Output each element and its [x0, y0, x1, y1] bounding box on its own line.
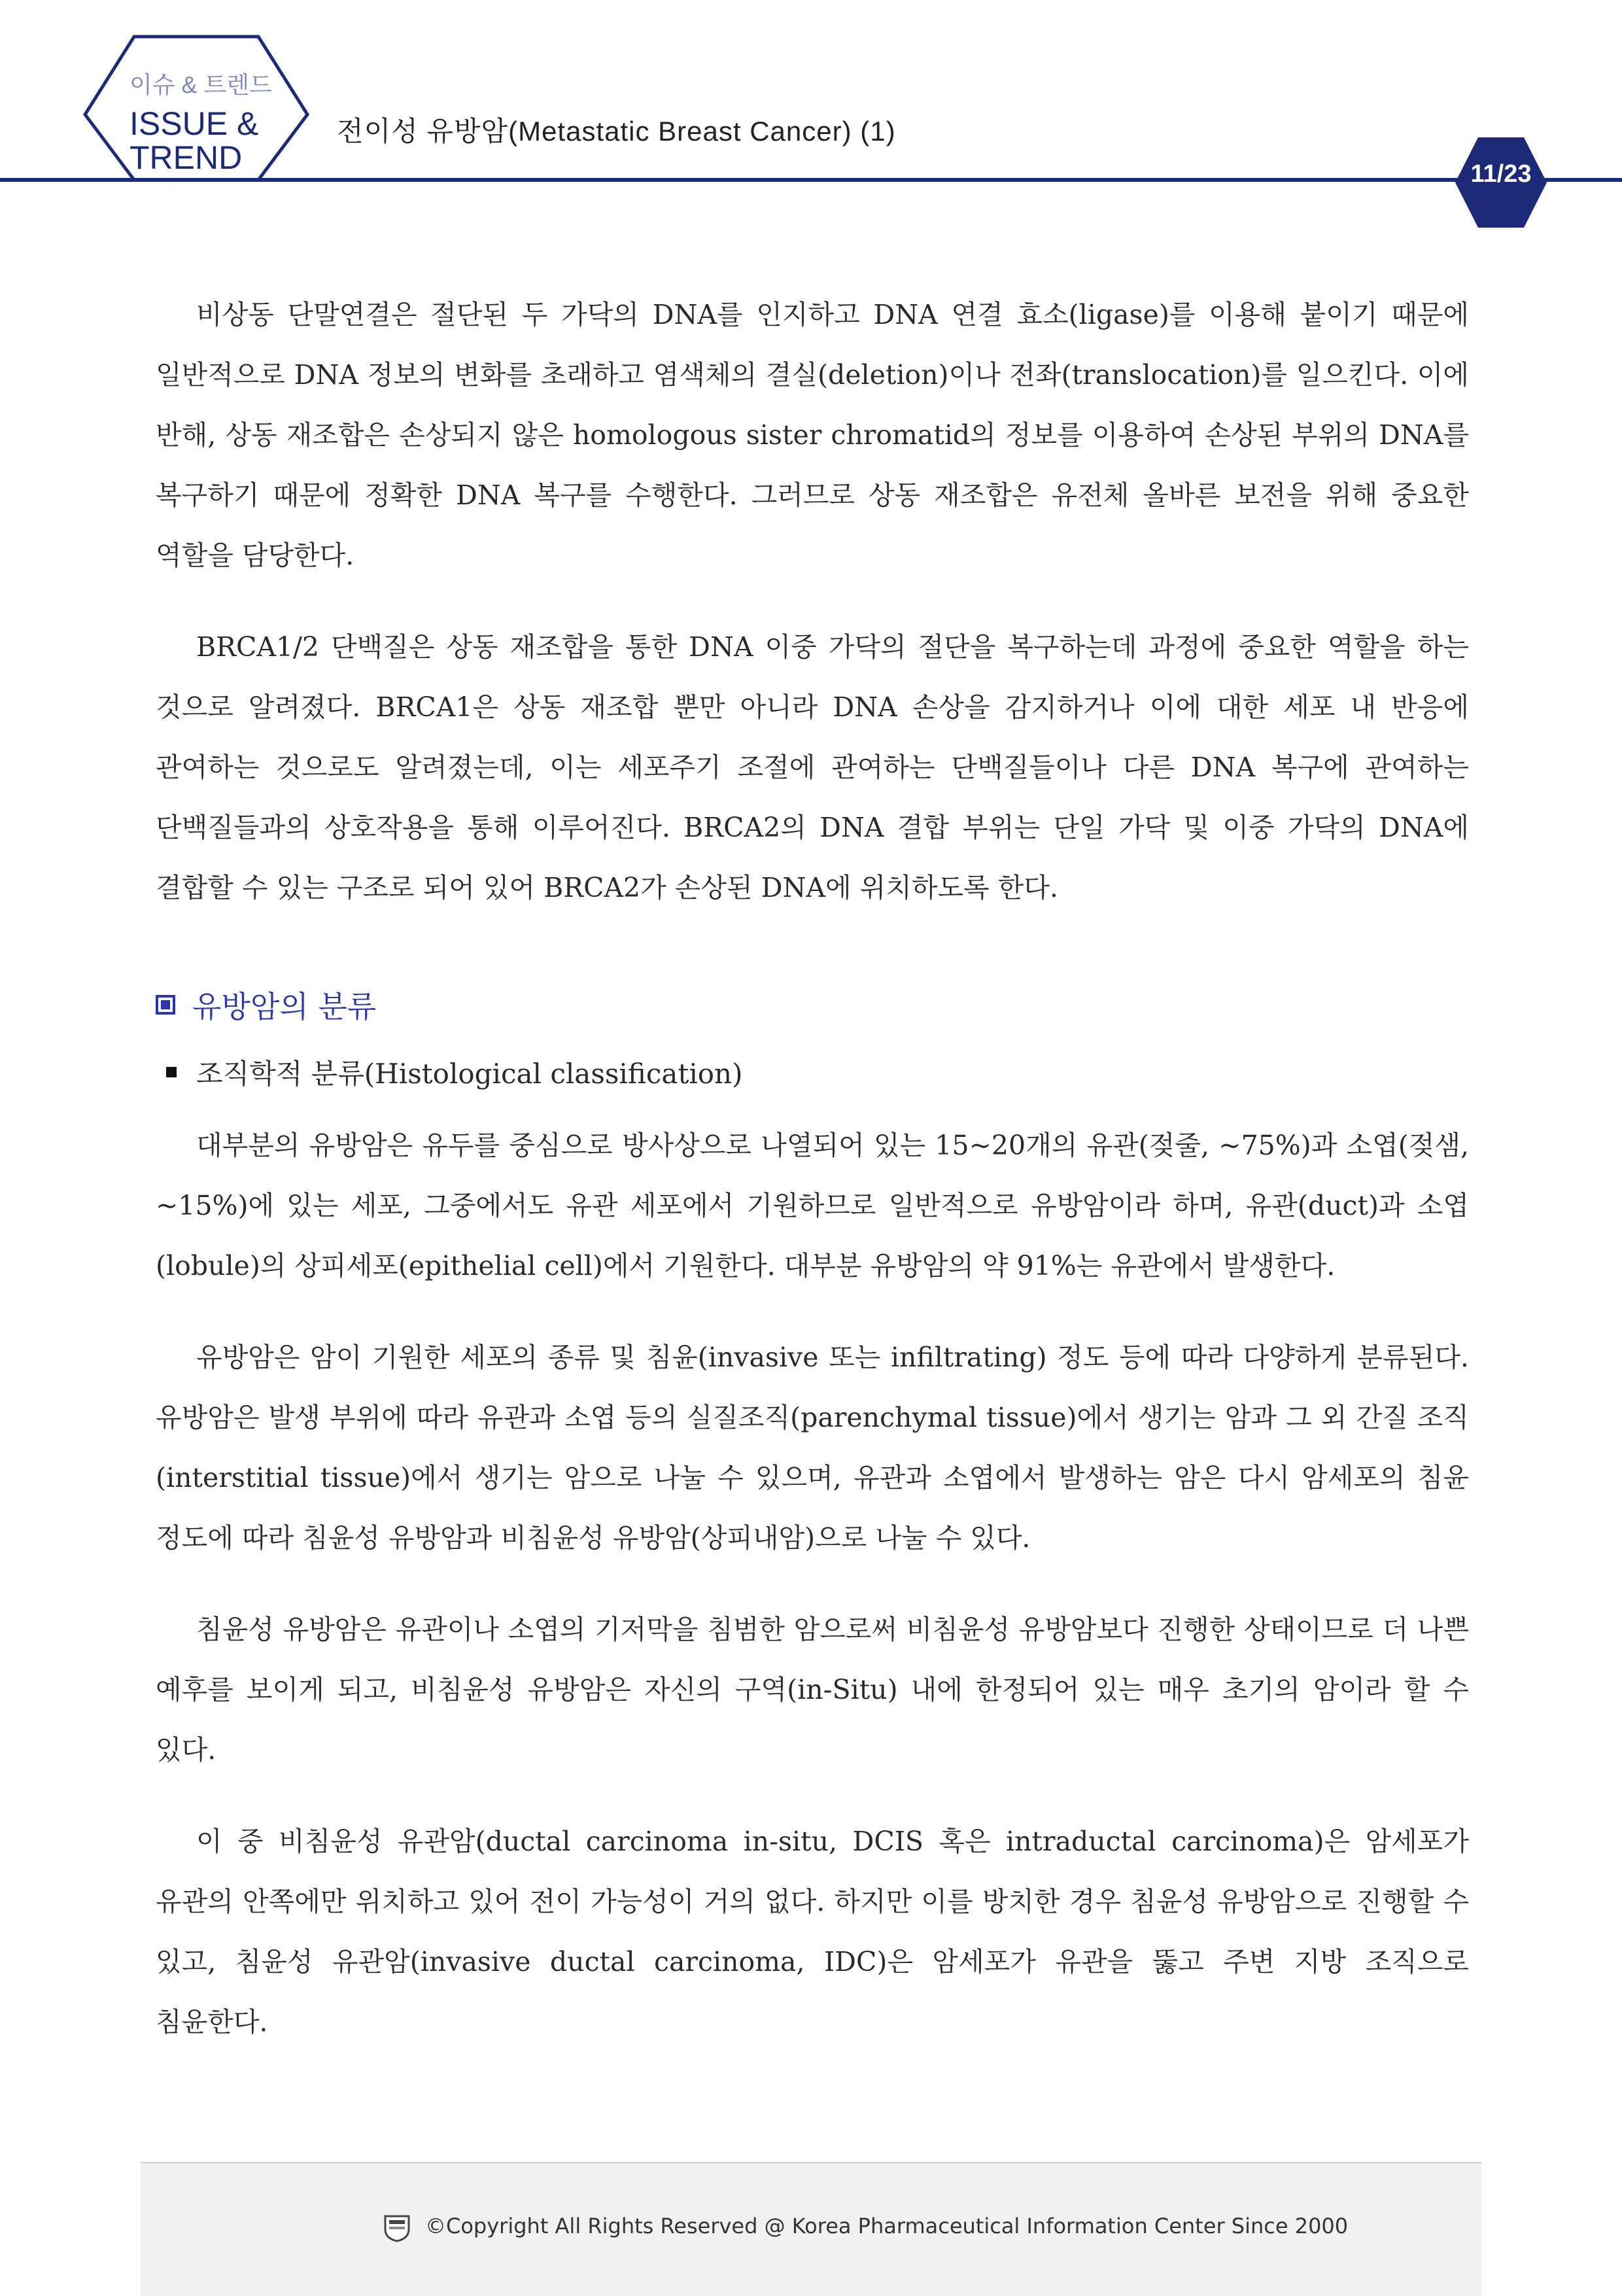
main-content [156, 285, 1469, 2083]
badge-line-1: ISSUE & [129, 105, 259, 142]
page-number: 11/23 [1470, 160, 1532, 188]
section-heading-text: 유방암의 분류 [192, 989, 377, 1024]
section-heading [156, 983, 1469, 1026]
paragraph: 비상동 단말연결은 절단된 두 가닥의 DNA를 인지하고 DNA 연결 효소(ligase)를 이용해 붙이기 때문에 일반적으로 DNA 정보의 변화를 초래하고 염색체의 결실(deletion)이나 전좌(translocation)를 일으킨다. 이에 반해, 상동 재조합은 손상되지 않은 homologous sister chromatid의 정보를 이용하여 손상된 부위의 DNA를 복구하기 때문에 정확한 DNA 복구를 수행한다. 그러므로 상동 재조합은 유전체 올바른 보전을 위해 중요한 역할을 담당한다. [156, 299, 1469, 571]
square-bullet-icon [156, 995, 175, 1015]
badge-line-2: TREND [129, 139, 243, 176]
sub-heading-text: 조직학적 분류(Histological classification) [196, 1058, 743, 1090]
paragraph: BRCA1/2 단백질은 상동 재조합을 통한 DNA 이중 가닥의 절단을 복구하는데 과정에 중요한 역할을 하는 것으로 알려졌다. BRCA1은 상동 재조합 뿐만 아니라 DNA 손상을 감지하거나 이에 대한 세포 내 반응에 관여하는 것으로도 알려졌는데, 이는 세포주기 조절에 관여하는 단백질들이나 다른 DNA 복구에 관여하는 단백질들과의 상호작용을 통해 이루어진다. BRCA2의 DNA 결합 부위는 단일 가닥 및 이중 가닥의 DNA에 결합할 수 있는 구조로 되어 있어 BRCA2가 손상된 DNA에 위치하도록 한다. [156, 631, 1469, 903]
paragraph: 이 중 비침윤성 유관암(ductal carcinoma in-situ, DCIS 혹은 intraductal carcinoma)은 암세포가 유관의 안쪽에만 위치하고 있어 전이 가능성이 거의 없다. 하지만 이를 방치한 경우 침윤성 유방암으로 진행할 수 있고, 침윤성 유관암(invasive ductal carcinoma, IDC)은 암세포가 유관을 뚫고 주변 지방 조직으로 침윤한다. [156, 1826, 1469, 2038]
kpic-logo-icon [383, 2214, 411, 2242]
paragraph: 침윤성 유방암은 유관이나 소엽의 기저막을 침범한 암으로써 비침윤성 유방암보다 진행한 상태이므로 더 나쁜 예후를 보이게 되고, 비침윤성 유방암은 자신의 구역(in-Situ) 내에 한정되어 있는 매우 초기의 암이라 할 수 있다. [156, 1614, 1469, 1765]
bullet-icon [166, 1067, 177, 1077]
page-title: 전이성 유방암(Metastatic Breast Cancer) (1) [337, 116, 896, 147]
sub-heading [156, 1052, 1469, 1092]
copyright-text: ©Copyright All Rights Reserved @ Korea Pharmaceutical Information Center Since 2000 [425, 2214, 1349, 2238]
badge-small-label: 이슈 & 트렌드 [129, 71, 272, 98]
paragraph: 대부분의 유방암은 유두를 중심으로 방사상으로 나열되어 있는 15~20개의 유관(젖줄, ~75%)과 소엽(젖샘, ~15%)에 있는 세포, 그중에서도 유관 세포에서 기원하므로 일반적으로 유방암이라 하며, 유관(duct)과 소엽(lobule)의 상피세포(epithelial cell)에서 기원한다. 대부분 유방암의 약 91%는 유관에서 발생한다. [156, 1130, 1469, 1281]
paragraph: 유방암은 암이 기원한 세포의 종류 및 침윤(invasive 또는 infiltrating) 정도 등에 따라 다양하게 분류된다. 유방암은 발생 부위에 따라 유관과 소엽 등의 실질조직(parenchymal tissue)에서 생기는 암과 그 외 간질 조직(interstitial tissue)에서 생기는 암으로 나눌 수 있으며, 유관과 소엽에서 발생하는 암은 다시 암세포의 침윤 정도에 따라 침윤성 유방암과 비침윤성 유방암(상피내암)으로 나눌 수 있다. [156, 1342, 1469, 1554]
header-divider [0, 178, 1622, 182]
